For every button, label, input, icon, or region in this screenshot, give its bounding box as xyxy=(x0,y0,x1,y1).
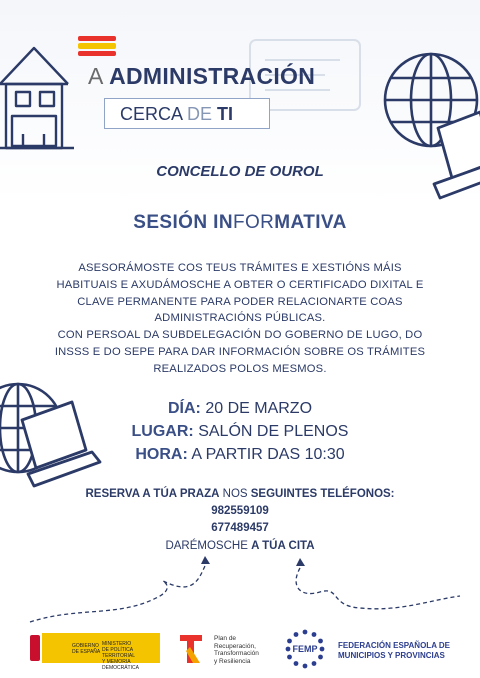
dashed-arrows xyxy=(0,556,480,626)
femp-text: FEDERACIÓN ESPAÑOLA DE MUNICIPIOS Y PROVINCIAS xyxy=(338,641,451,660)
femp-badge: FEMP xyxy=(292,644,318,654)
government-logo xyxy=(30,631,160,671)
event-day: DÍA: 20 DE MARZO xyxy=(167,400,313,417)
description-line: INSSS E DO SEPE PARA DAR INFORMACIÓN SOBRE OS TRÁMITES xyxy=(54,345,426,358)
event-place: LUGAR: SALÓN DE PLENOS xyxy=(131,423,349,440)
coat-of-arms-icon xyxy=(30,635,40,661)
description-line: ASESORÁMOSTE COS TEUS TRÁMITES E XESTIÓNS MÁIS xyxy=(78,262,402,274)
session-title: SESIÓN INFORMATIVA xyxy=(133,212,347,233)
description xyxy=(30,260,450,378)
main-title: A ADMINISTRACIÓN xyxy=(88,63,316,89)
ministry-text: MINISTERIO DE POLÍTICA TERRITORIAL Y MEMORIA DEMOCRÁTICA xyxy=(102,641,139,671)
description-line: CLAVE PERMANENTE PARA PODER RELACIONARTE COAS xyxy=(77,295,403,308)
event-time: HORA: A PARTIR DAS 10:30 xyxy=(135,446,345,463)
gov-text: GOBIERNO DE ESPAÑA xyxy=(72,643,101,655)
closing-line: DARÉMOSCHE A TÚA CITA xyxy=(165,540,315,552)
femp-logo xyxy=(284,628,464,670)
council-name: CONCELLO DE OUROL xyxy=(156,163,324,180)
phone-2: 677489457 xyxy=(211,522,269,534)
flag-icon xyxy=(78,36,116,58)
recovery-plan-text: Plan de Recuperación, Transformación y Resiliencia xyxy=(214,635,259,665)
subtitle: CERCA DE TI xyxy=(120,104,234,124)
recovery-plan-icon xyxy=(178,633,204,665)
phone-1: 982559109 xyxy=(211,505,269,517)
description-line: ADMINISTRACIÓNS PÚBLICAS. xyxy=(154,312,326,325)
recovery-plan-logo xyxy=(178,633,268,667)
building-icon xyxy=(0,40,76,160)
description-line: HABITUAIS E AXUDÁMOSCHE A OBTER O CERTIFICADO DIXITAL E xyxy=(56,278,424,291)
reservation-line: RESERVA A TÚA PRAZA NOS SEGUINTES TELÉFONOS: xyxy=(85,488,395,500)
description-line: REALIZADOS POLOS MESMOS. xyxy=(153,362,327,375)
description-line: CON PERSOAL DA SUBDELEGACIÓN DO GOBERNO DE LUGO, DO xyxy=(57,329,423,342)
